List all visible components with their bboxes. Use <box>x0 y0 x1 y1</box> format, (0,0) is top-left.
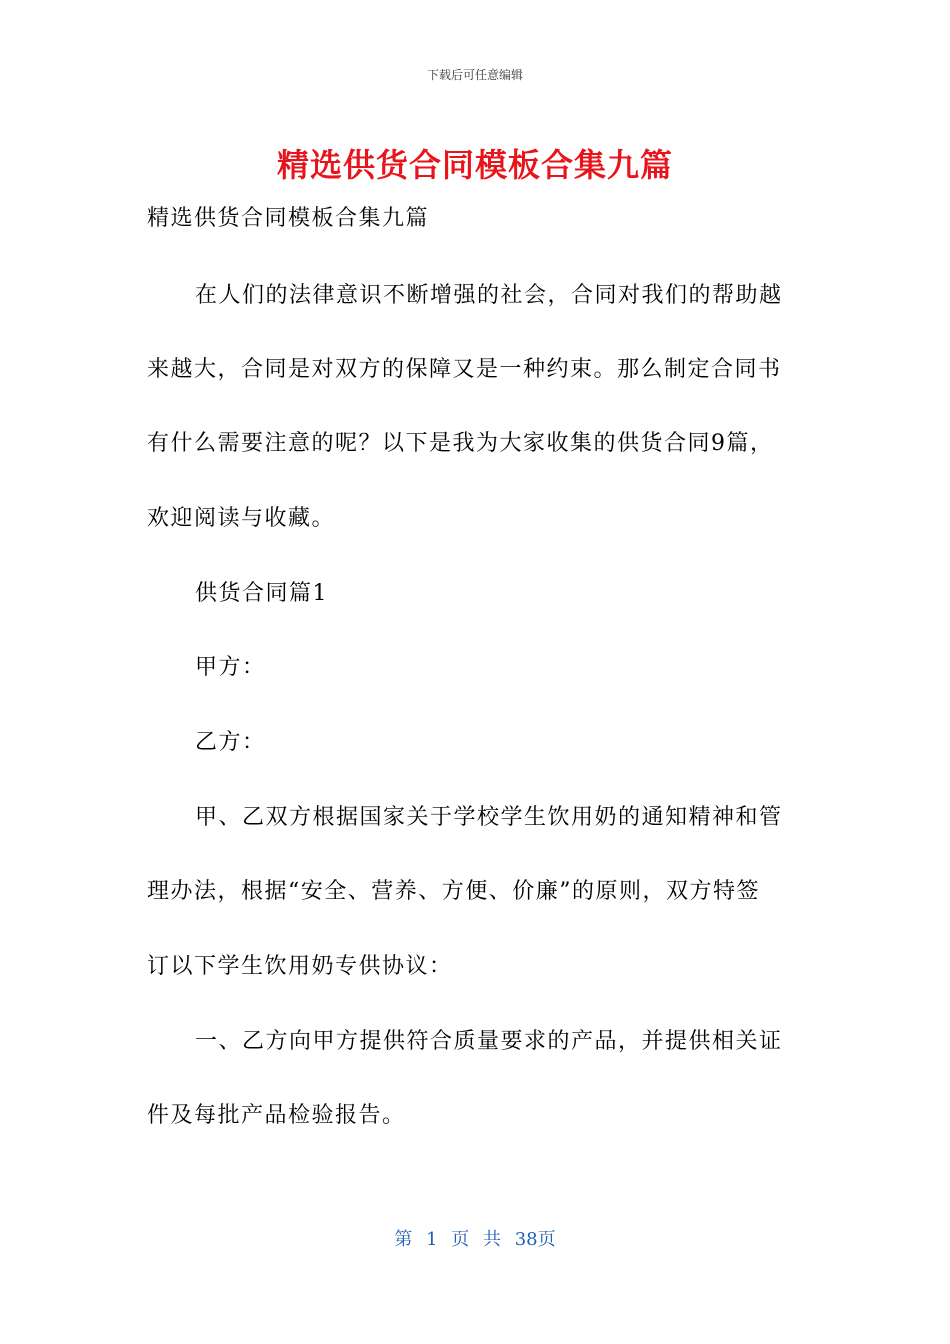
section-heading: 供货合同篇1 <box>195 581 328 606</box>
header-note: 下载后可任意编辑 <box>426 68 523 82</box>
paragraph-line: 甲、乙双方根据国家关于学校学生饮用奶的通知精神和管 <box>195 805 783 830</box>
party-b-label: 乙方： <box>195 730 266 755</box>
paragraph-line: 来越大，合同是对双方的保障又是一种约束。那么制定合同书 <box>147 357 782 382</box>
paragraph-line: 在人们的法律意识不断增强的社会，合同对我们的帮助越 <box>195 283 783 308</box>
paragraph-line: 欢迎阅读与收藏。 <box>147 506 336 531</box>
paragraph-line: 件及每批产品检验报告。 <box>147 1103 406 1128</box>
paragraph-line: 订以下学生饮用奶专供协议： <box>147 954 453 979</box>
paragraph-line: 理办法，根据“安全、营养、方便、价廉”的原则，双方特签 <box>147 879 760 904</box>
paragraph-line: 有什么需要注意的呢？以下是我为大家收集的供货合同9篇， <box>147 431 774 456</box>
page-footer: 第 1 页 共 38页 <box>394 1229 556 1250</box>
party-a-label: 甲方： <box>195 655 266 680</box>
document-title: 精选供货合同模板合集九篇 <box>276 146 673 184</box>
subtitle-line: 精选供货合同模板合集九篇 <box>147 206 430 231</box>
paragraph-line: 一、乙方向甲方提供符合质量要求的产品，并提供相关证 <box>195 1029 783 1054</box>
